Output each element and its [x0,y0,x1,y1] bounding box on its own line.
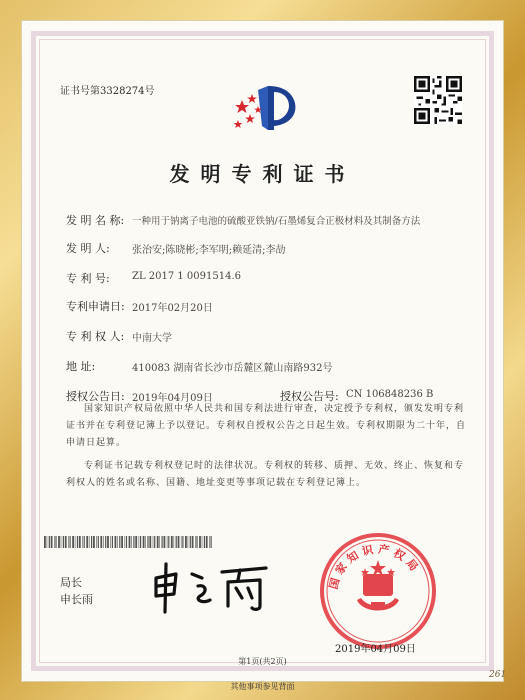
director-signature [148,560,278,620]
seal-date: 2019年04月09日 [335,644,416,655]
field-label: 专 利 权 人: [66,330,125,343]
field-label: 地 址: [66,360,96,373]
official-red-seal [317,530,439,652]
field-label: 专 利 号: [66,272,110,285]
patent-office-logo-icon [228,80,304,140]
director-title: 局长 [60,576,82,589]
barcode-icon [44,536,214,548]
field-label: 专利申请日: [66,300,125,313]
seal-text: 国家知识产权局 [326,542,423,591]
field-value: 一种用于钠离子电池的硫酸亚铁钠/石墨烯复合正极材料及其制备方法 [132,216,421,227]
certificate-title: 发明专利证书 [169,162,356,186]
corner-mark: 261 [489,670,507,680]
field-value: 410083 湖南省长沙市岳麓区麓山南路932号 [132,363,333,374]
certificate-number: 证书号第3328274号 [60,86,155,97]
field-value: 中南大学 [132,333,172,344]
field-label: 发 明 名 称: [66,214,125,227]
field-label: 发 明 人: [66,242,110,255]
field-value: 2019年04月09日 [132,393,213,404]
director-name: 申长雨 [60,593,93,606]
field-value: ZL 2017 1 0091514.6 [132,271,242,282]
grant-paragraph: 国家知识产权局依照中华人民共和国专利法进行审查，决定授予专利权，颁发发明专利证书并在专利登记簿上予以登记。专利权自授权公告之日起生效。专利权期限为二十年，自申请日起算。 [66,404,467,448]
page-number: 第1页(共2页) [238,657,287,666]
notice-paragraph: 专利证书记载专利权登记时的法律状况。专利权的转移、质押、无效、终止、恢复和专利权人的姓名或名称、国籍、地址变更等事项记载在专利登记簿上。 [66,461,465,488]
qr-code-icon [414,76,462,124]
field-value: 张治安;陈晓彬;李军明;赖延清;李劼 [132,245,286,256]
footer-note: 其他事项参见背面 [230,682,295,691]
field-value: CN 106848236 B [346,389,434,400]
field-label: 授权公告号: [280,390,339,403]
field-value: 2017年02月20日 [132,303,213,314]
field-label: 授权公告日: [66,390,125,403]
